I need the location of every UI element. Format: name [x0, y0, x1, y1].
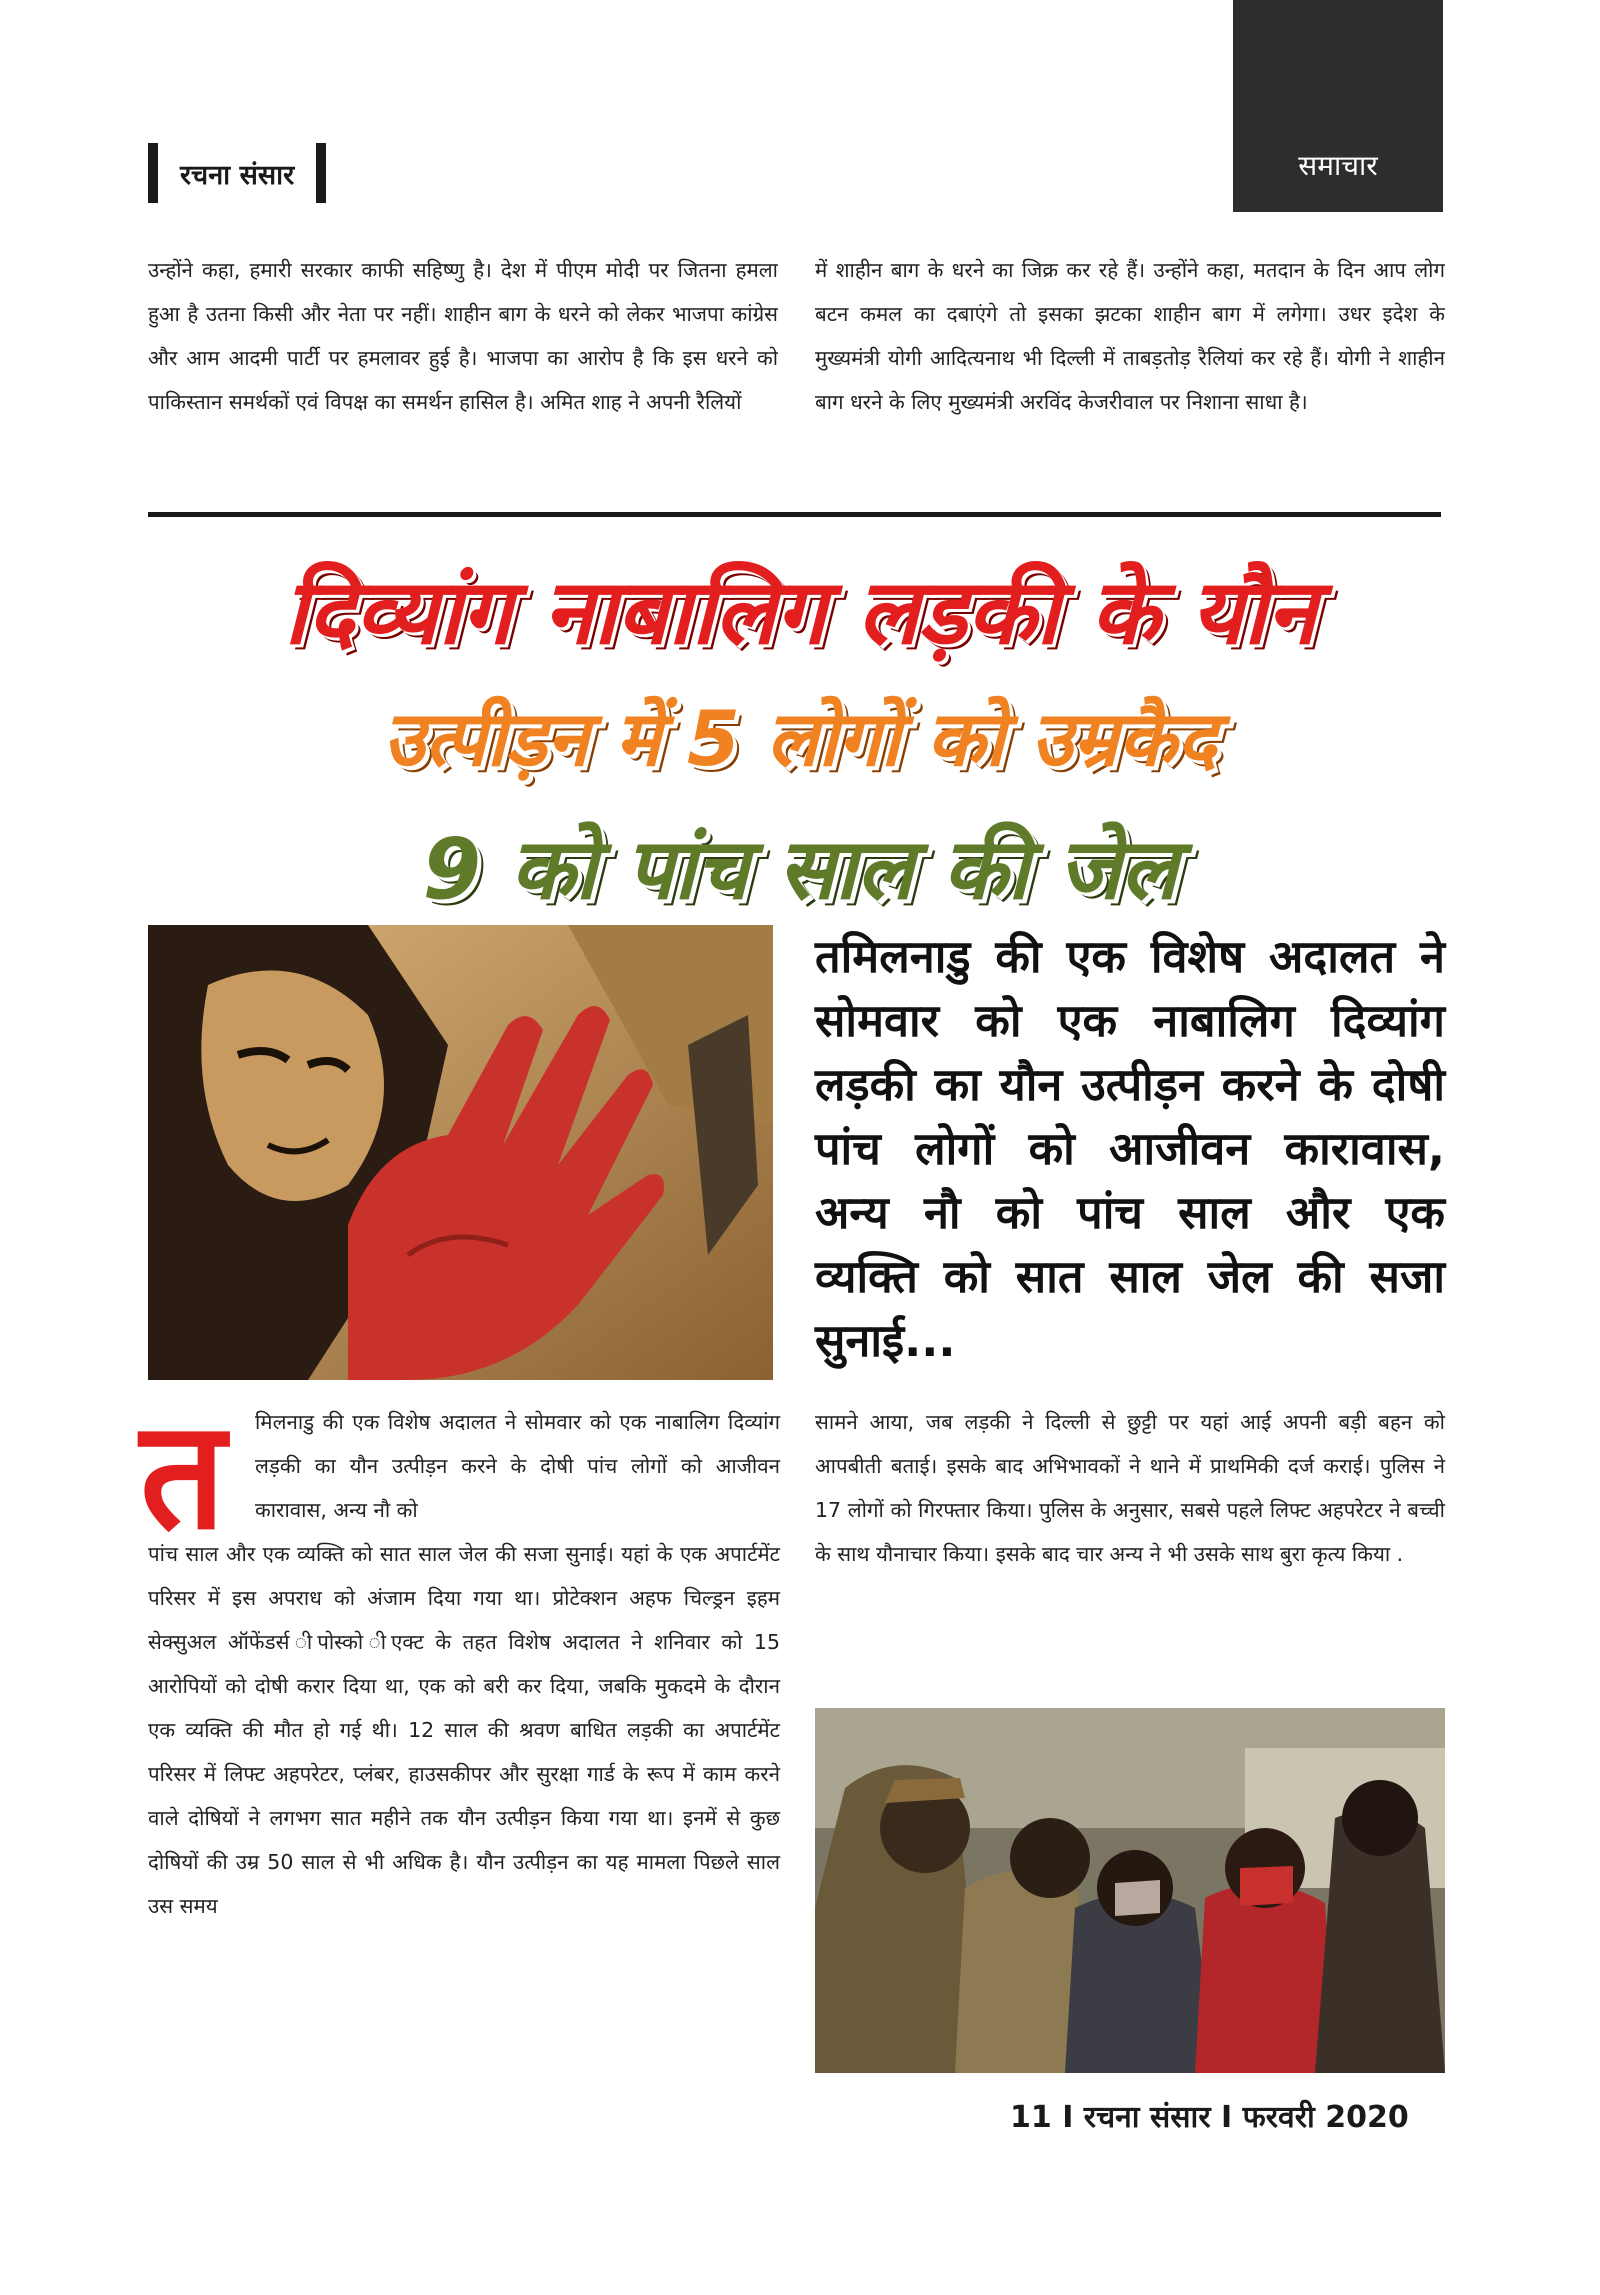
section-header: [148, 143, 326, 203]
headline-line-3: 9 को पांच साल की जेल: [422, 820, 1178, 918]
article-column-1-text: पांच साल और एक व्यक्ति को सात साल जेल की सजा सुनाई। यहां के एक अपार्टमेंट परिसर में इस अपराध को अंजाम दिया गया था। प्रोटेक्शन अहफ चिल्ड्रन इहम सेक्सुअल ऑफेंडर्स ीपोस्को ीएक्ट के तहत विशेष अदालत ने शनिवार को 15 आरोपियों को दोषी करार दिया था, एक को बरी कर दिया, जबकि मुकदमे के दौरान एक व्यक्ति की मौत हो गई थी। 12 साल की श्रवण बाधित लड़की का अपार्टमेंट परिसर में लिफ्ट अहपरेटर, प्लंबर, हाउसकीपर और सुरक्षा गार्ड के रूप में काम करने वाले दोषियों ने लगभग सात महीने तक यौन उत्पीड़न किया गया था। इनमें से कुछ दोषियों की उम्र 50 साल से भी अधिक है। यौन उत्पीड़न का यह मामला पिछले साल उस समय: [148, 1542, 780, 1918]
news-photo-graphic: [815, 1708, 1445, 2073]
illustration-graphic: [148, 925, 773, 1380]
header-bar-left: [148, 143, 158, 203]
category-label: समाचार: [1298, 149, 1378, 182]
lead-paragraph: तमिलनाडु की एक विशेष अदालत ने सोमवार को एक नाबालिग दिव्यांग लड़की का यौन उत्पीड़न करने के दोषी पांच लोगों को आजीवन कारावास, अन्य नौ को पांच साल और एक व्यक्ति को सात साल जेल की सजा सुनाई...: [815, 930, 1445, 1367]
section-title: रचना संसार: [180, 159, 295, 191]
illustration-image: [148, 925, 773, 1380]
top-column-left-text: उन्होंने कहा, हमारी सरकार काफी सहिष्णु है। देश में पीएम मोदी पर जितना हमला हुआ है उतना किसी और नेता पर नहीं। शाहीन बाग के धरने को लेकर भाजपा कांग्रेस और आम आदमी पार्टी पर हमलावर हुई है। भाजपा का आरोप है कि इस धरने को पाकिस्तान समर्थकों एवं विपक्ष का समर्थन हासिल है। अमित शाह ने अपनी रैलियों: [148, 258, 778, 414]
top-column-right: [815, 248, 1445, 508]
article-column-2: [815, 1400, 1445, 1576]
article-column-1: [148, 1532, 780, 1928]
category-tab: [1233, 0, 1443, 212]
headline-line-2: उत्पीड़न में 5 लोगों को उम्रकैद: [383, 694, 1217, 783]
drop-cap: त: [140, 1387, 226, 1563]
article-column-2-text: सामने आया, जब लड़की ने दिल्ली से छुट्टी पर यहां आई अपनी बड़ी बहन को आपबीती बताई। इसके बाद अभिभावकों ने थाने में प्राथमिकी दर्ज कराई। पुलिस ने 17 लोगों को गिरफ्तार किया। पुलिस के अनुसार, सबसे पहले लिफ्ट अहपरेटर ने बच्ची के साथ यौनाचार किया। इसके बाद चार अन्य ने भी उसके साथ बुरा कृत्य किया .: [815, 1410, 1445, 1566]
article-intro: [255, 1400, 780, 1532]
top-column-left: [148, 248, 778, 508]
header-bar-right: [316, 143, 326, 203]
article-intro-text: मिलनाडु की एक विशेष अदालत ने सोमवार को एक नाबालिग दिव्यांग लड़की का यौन उत्पीड़न करने के दोषी पांच लोगों को आजीवन कारावास, अन्य नौ को: [255, 1410, 780, 1522]
news-photo: [815, 1708, 1445, 2073]
divider-rule: [148, 512, 1441, 517]
top-column-right-text: में शाहीन बाग के धरने का जिक्र कर रहे हैं। उन्होंने कहा, मतदान के दिन आप लोग बटन कमल का दबाएंगे तो इसका झटका शाहीन बाग में लगेगा। उधर इदेश के मुख्यमंत्री योगी आदित्यनाथ भी दिल्ली में ताबड़तोड़ रैलियां कर रहे हैं। योगी ने शाहीन बाग धरने के लिए मुख्यमंत्री अरविंद केजरीवाल पर निशाना साधा है।: [815, 258, 1445, 414]
headline-line-1: दिव्यांग नाबालिग लड़की के यौन: [283, 560, 1317, 665]
page-footer: 11 I रचना संसार I फरवरी 2020: [1010, 2100, 1409, 2135]
